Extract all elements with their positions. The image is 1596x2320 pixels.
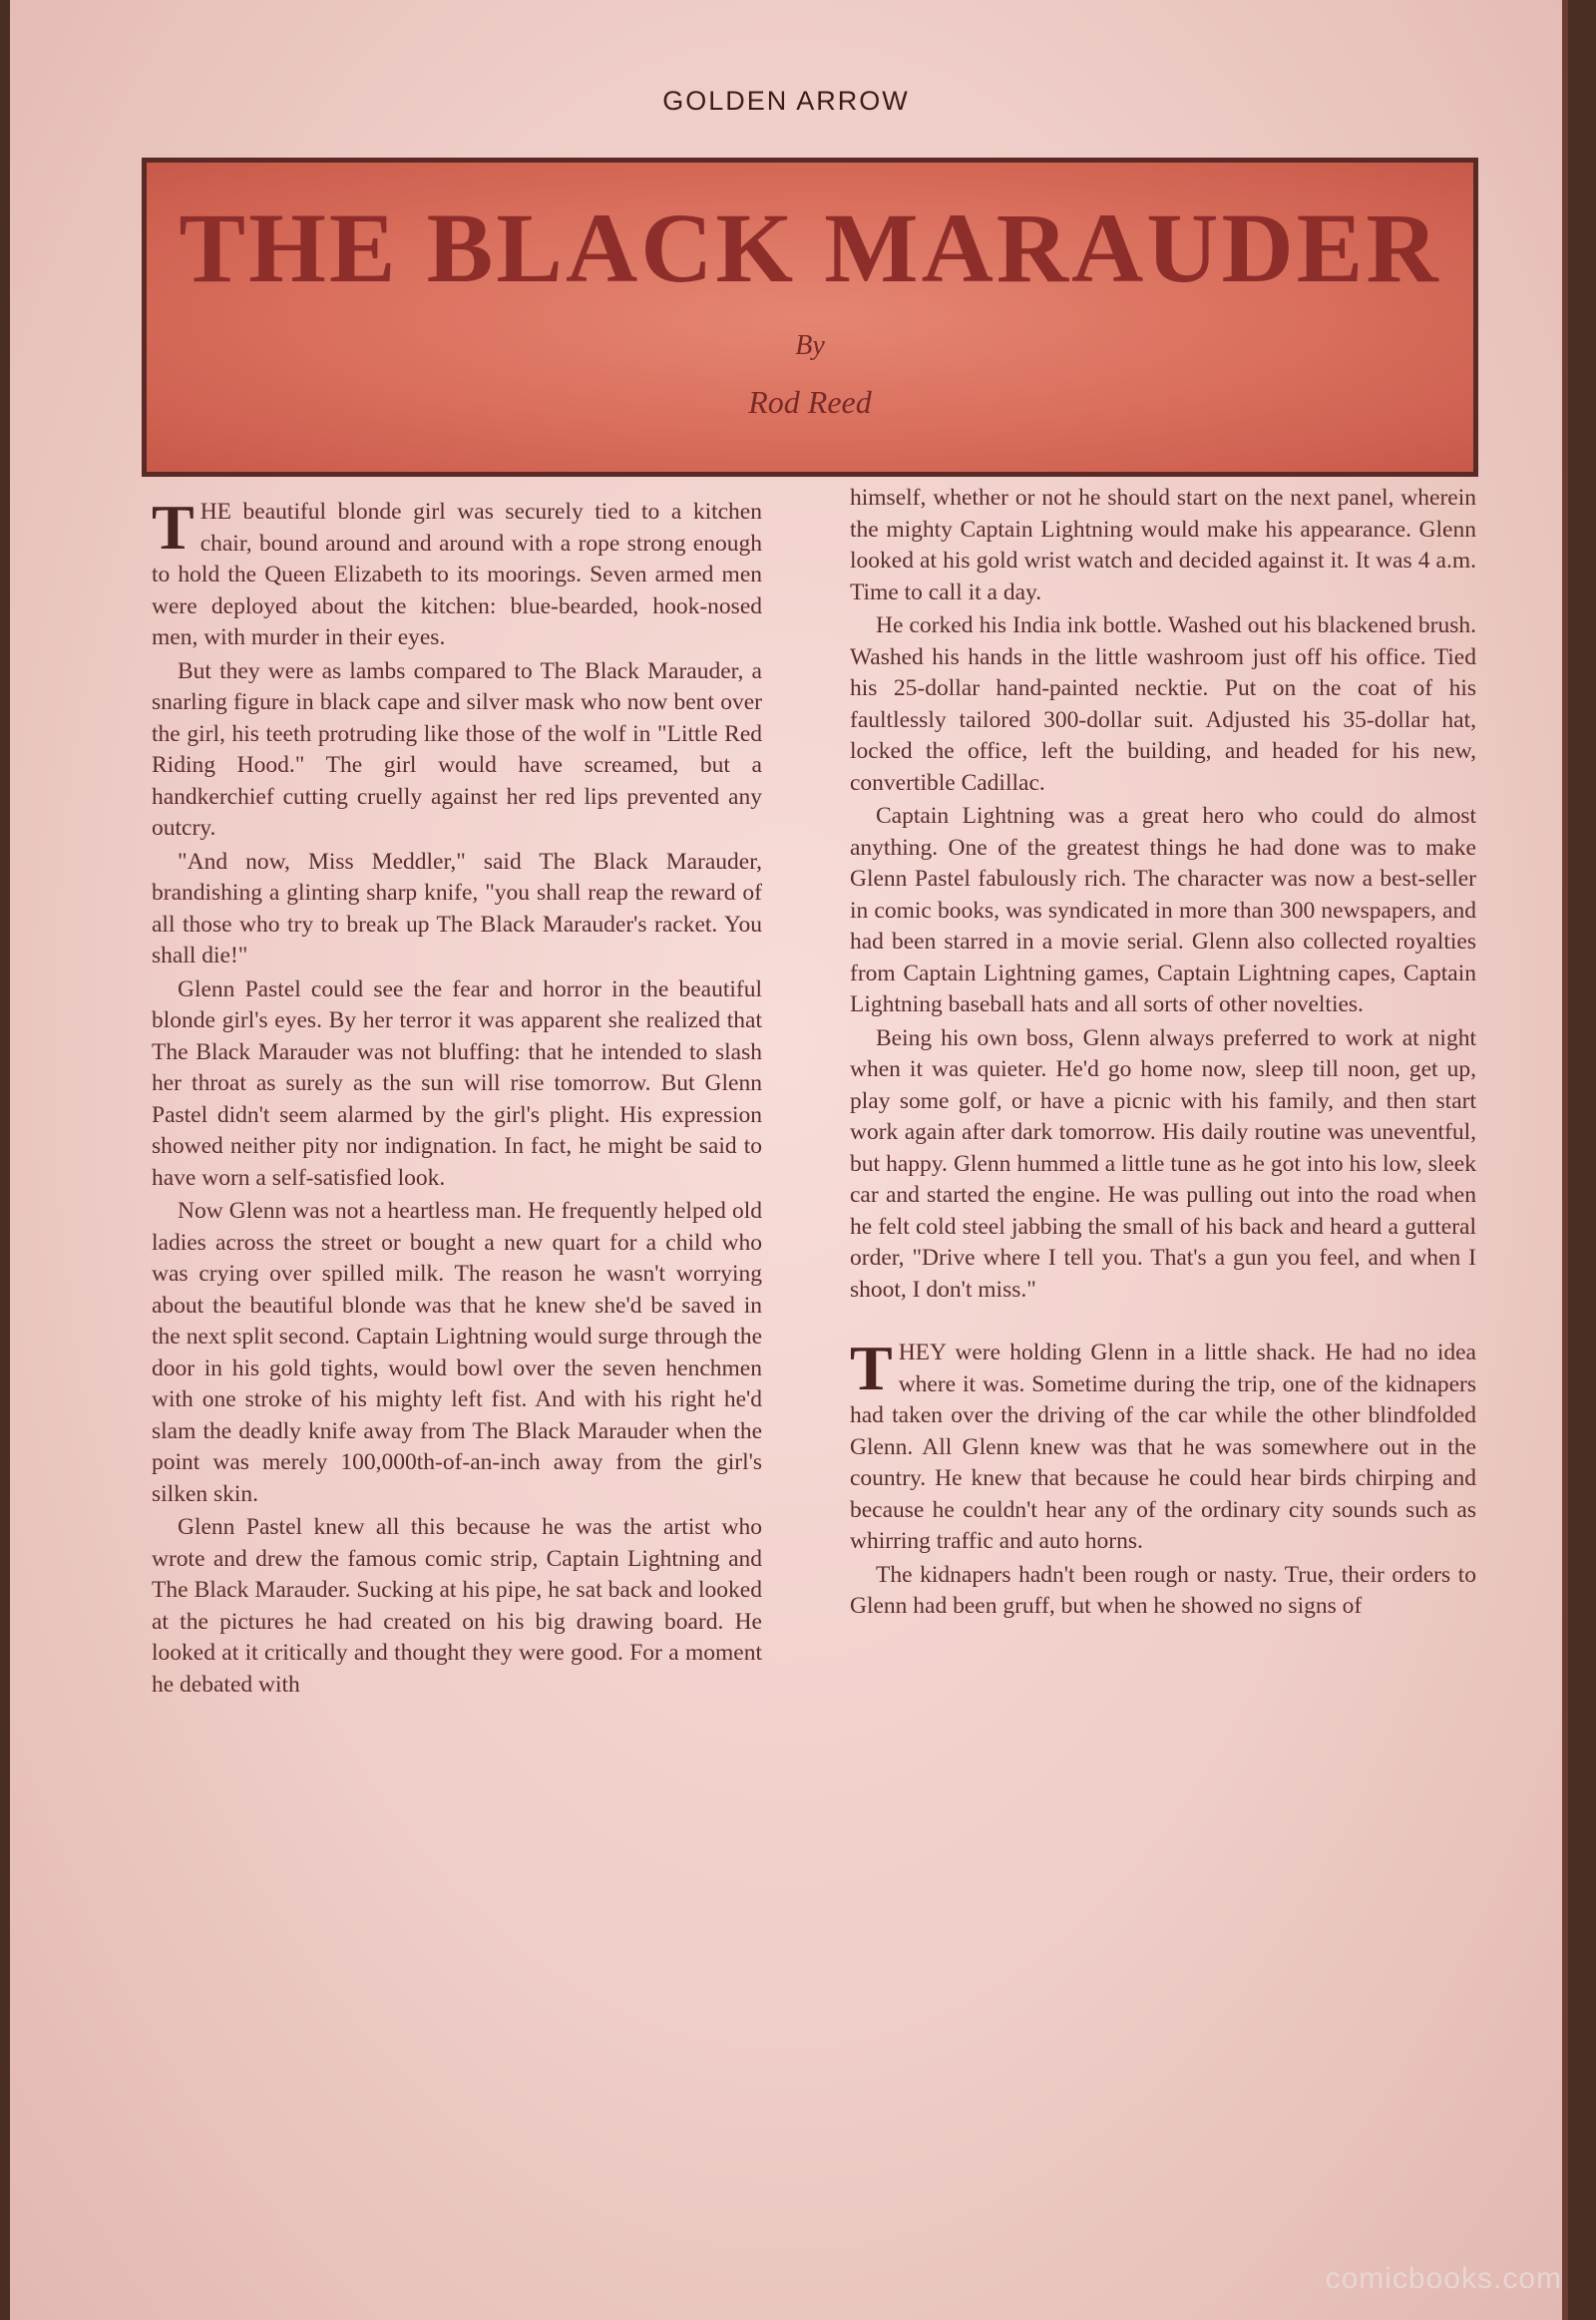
section-break <box>850 1308 1476 1338</box>
byline-by: By <box>795 330 825 361</box>
right-column <box>850 483 1476 1625</box>
running-head: GOLDEN ARROW <box>662 86 910 116</box>
drop-cap: T <box>850 1333 893 1403</box>
paragraph: Being his own boss, Glenn always preferred to work at night when it was quieter. He'd go home now, sleep till noon, get up, play some golf, or have a picnic with his family, and then start work again after dark tomorrow. His daily routine was uneventful, but happy. Glenn hummed a little tune as he got into his low, sleek car and started the engine. He was pulling out into the road when he felt cold steel jabbing the small of his back and heard a gutteral order, "Drive where I tell you. That's a gun you feel, and when I shoot, I don't miss." <box>850 1024 1476 1303</box>
paragraph: He corked his India ink bottle. Washed out his blackened brush. Washed his hands in the little washroom just off his office. Tied his 25-dollar hand-painted necktie. Put on the coat of his faultlessly tailored 300-dollar suit. Adjusted his 35-dollar hat, locked the office, left the building, and headed for his new, convertible Cadillac. <box>850 612 1476 796</box>
watermark: comicbooks.com <box>1325 2262 1562 2295</box>
paragraph: himself, whether or not he should start on the next panel, wherein the mighty Captain Lightning would make his appearance. Glenn looked at his gold wrist watch and decided against it. It was 4 a.m. Time to call it a day. <box>850 485 1476 605</box>
paragraph: THEY were holding Glenn in a little shack. He had no idea where it was. Sometime during the trip, one of the kidnapers had taken over the driving of the car while the other blindfolded Glenn. All Glenn knew was that he was somewhere out in the country. He knew that because he could hear birds chirping and because he couldn't hear any of the ordinary city sounds such as whirring traffic and auto horns. <box>850 1333 1476 1554</box>
paragraph: Captain Lightning was a great hero who could do almost anything. One of the greatest things he had done was to make Glenn Pastel fabulously rich. The character was now a best-seller in comic books, was syndicated in more than 300 newspapers, and had been starred in a movie serial. Glenn also collected royalties from Captain Lightning games, Captain Lightning capes, Captain Lightning baseball hats and all sorts of other novelties. <box>850 803 1476 1017</box>
magazine-page <box>10 0 1568 2320</box>
paragraph: But they were as lambs compared to The Black Marauder, a snarling figure in black cape and silver mask who now bent over the girl, his teeth protruding like those of the wolf in "Little Red Riding Hood." The girl would have screamed, but a handkerchief cutting cruelly against her red lips prevented any outcry. <box>152 657 762 841</box>
left-column <box>152 492 762 1703</box>
paragraph: Glenn Pastel knew all this because he was the artist who wrote and drew the famous comic strip, Captain Lightning and The Black Marauder. Sucking at his pipe, he sat back and looked at the pictures he had created on his big drawing board. He looked at it critically and thought they were good. For a moment he debated with <box>152 1514 762 1698</box>
paragraph: Now Glenn was not a heartless man. He frequently helped old ladies across the street or bought a new quart for a child who was crying over spilled milk. The reason he wasn't worrying about the beautiful blonde was that he knew she'd be saved in the next split second. Captain Lightning would surge through the door in his gold tights, would bowl over the seven henchmen with one stroke of his mighty left fist. And with his right he'd slam the deadly knife away from The Black Marauder when the point was merely 100,000th-of-an-inch away from the girl's silken skin. <box>152 1198 762 1507</box>
paragraph: "And now, Miss Meddler," said The Black Marauder, brandishing a glinting sharp knife, "you shall reap the reward of all those who try to break up The Black Marauder's racket. You shall die!" <box>152 848 762 968</box>
drop-cap: T <box>152 492 195 563</box>
byline-author: Rod Reed <box>748 384 872 420</box>
title-banner <box>142 158 1478 477</box>
paragraph: The kidnapers hadn't been rough or nasty. True, their orders to Glenn had been gruff, but when he showed no signs of <box>850 1561 1476 1619</box>
paragraph: THE beautiful blonde girl was securely tied to a kitchen chair, bound around and around with a rope strong enough to hold the Queen Elizabeth to its moorings. Seven armed men were deployed about the kitchen: blue-bearded, hook-nosed men, with murder in their eyes. <box>152 492 762 650</box>
paragraph: Glenn Pastel could see the fear and horror in the beautiful blonde girl's eyes. By her terror it was apparent she realized that The Black Marauder was not bluffing: that he intended to slash her throat as surely as the sun will rise tomorrow. But Glenn Pastel didn't seem alarmed by the girl's plight. His expression showed neither pity nor indignation. In fact, he might be said to have worn a self-satisfied look. <box>152 975 762 1191</box>
story-title: THE BLACK MARAUDER <box>179 193 1441 303</box>
